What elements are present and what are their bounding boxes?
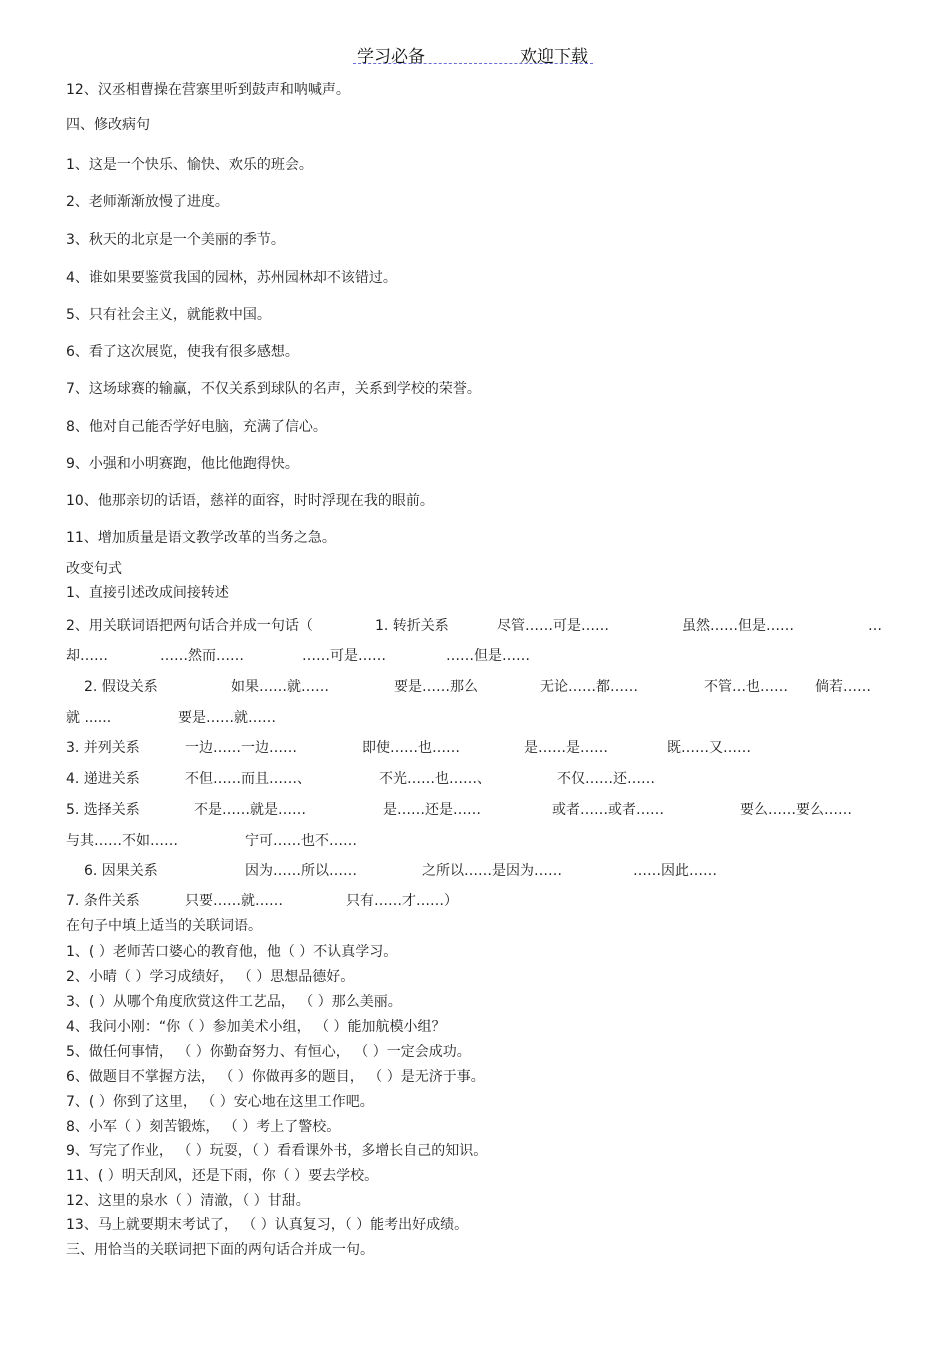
relation-label: 3. 并列关系 [66,740,140,756]
revise-item-2: 2、老师渐渐放慢了进度。 [66,194,229,210]
fill-item-4: 4、我问小刚：“你（ ）参加美术小组， （ ）能加航模小组？ [66,1019,446,1035]
fill-item-2: 2、小晴（ ）学习成绩好， （ ）思想品德好。 [66,969,355,985]
relation-label: 6. 因果关系 [84,863,158,879]
conjunction-pair: ……可是…… [302,648,386,664]
revise-item-9: 9、小强和小明赛跑，他比他跑得快。 [66,456,299,472]
conjunction-pair: ……但是…… [446,648,530,664]
change-item-1: 1、直接引述改成间接转述 [66,585,229,601]
revise-item-1: 1、这是一个快乐、愉快、欢乐的班会。 [66,157,313,173]
header-left-text: 学习必备 [357,47,425,67]
conjunction-row-dijin [0,770,950,788]
revise-item-11: 11、增加质量是语文教学改革的当务之急。 [66,530,336,546]
conjunction-pair: … [868,618,882,634]
conjunction-pair: 不但……而且……、 [185,771,311,787]
conjunction-pair: 要么……要么…… [740,802,852,818]
revise-item-6: 6、看了这次展览，使我有很多感想。 [66,344,299,360]
conjunction-pair: 不光……也……、 [379,771,491,787]
fill-item-11: 11、( ）明天刮风，还是下雨，你（ ）要去学校。 [66,1168,379,1184]
fill-item-9: 9、写完了作业， （ ）玩耍，（ ）看看课外书，多增长自己的知识。 [66,1143,488,1159]
fill-item-3: 3、( ）从哪个角度欣赏这件工艺品， （ ）那么美丽。 [66,994,402,1010]
relation-label: 5. 选择关系 [66,802,140,818]
conjunction-row-tiaojian [0,892,950,910]
relation-label: 2. 假设关系 [84,679,158,695]
conjunction-pair: 或者……或者…… [552,802,664,818]
conjunction-pair: 不管…也…… [704,679,788,695]
conjunction-pair: 无论……都…… [540,679,638,695]
conjunction-row-xuanze-cont [0,832,950,850]
revise-item-10: 10、他那亲切的话语，慈祥的面容，时时浮现在我的眼前。 [66,493,434,509]
question-12: 12、汉丞相曹操在营寨里听到鼓声和呐喊声。 [66,82,350,98]
conjunction-pair: 既……又…… [667,740,751,756]
fill-item-8: 8、小军（ ）刻苦锻炼， （ ）考上了警校。 [66,1119,341,1135]
conjunction-row-zhuanzhe-cont [0,647,950,665]
conjunction-row-jiashe-cont [0,709,950,727]
conjunction-pair: 是……是…… [524,740,608,756]
revise-item-3: 3、秋天的北京是一个美丽的季节。 [66,232,285,248]
revise-item-4: 4、谁如果要鉴赏我国的园林，苏州园林却不该错过。 [66,270,397,286]
fill-item-7: 7、( ）你到了这里， （ ）安心地在这里工作吧。 [66,1094,374,1110]
revise-item-8: 8、他对自己能否学好电脑，充满了信心。 [66,419,327,435]
conjunction-row-zhuanzhe [0,617,950,635]
conjunction-row-binglie [0,739,950,757]
conjunction-row-jiashe [0,678,950,696]
conjunction-pair: 尽管……可是…… [497,618,609,634]
revise-item-7: 7、这场球赛的输赢，不仅关系到球队的名声，关系到学校的荣誉。 [66,381,481,397]
page-header [0,40,950,70]
conjunction-row-xuanze [0,801,950,819]
fill-item-1: 1、( ）老师苦口婆心的教育他，他（ ）不认真学习。 [66,944,398,960]
section-title-combine-sentences: 三、用恰当的关联词把下面的两句话合并成一句。 [66,1242,374,1258]
conjunction-pair: ……然而…… [160,648,244,664]
conjunction-pair: 只要……就…… [185,893,283,909]
conjunction-pair: ……因此…… [633,863,717,879]
conjunction-pair: 就 ...... [66,710,112,726]
conjunction-pair: 因为……所以…… [245,863,357,879]
relation-label: 1. 转折关系 [375,618,449,634]
fill-item-5: 5、做任何事情， （ ）你勤奋努力、有恒心， （ ）一定会成功。 [66,1044,471,1060]
fill-item-13: 13、马上就要期末考试了， （ ）认真复习，（ ）能考出好成绩。 [66,1217,469,1233]
section-title-fill-conjunctions: 在句子中填上适当的关联词语。 [66,918,262,934]
conjunction-pair: 虽然……但是…… [682,618,794,634]
conjunction-pair: 一边……一边…… [185,740,297,756]
conjunction-pair: 不是……就是…… [194,802,306,818]
conjunction-pair: 只有……才……） [346,893,458,909]
header-underline [353,63,593,64]
conjunction-pair: 之所以……是因为…… [422,863,562,879]
conjunction-pair: 宁可……也不…… [245,833,357,849]
section-title-change-sentences: 改变句式 [66,561,122,577]
revise-item-5: 5、只有社会主义，就能救中国。 [66,307,271,323]
fill-item-12: 12、这里的泉水（ ）清澈，（ ）甘甜。 [66,1193,310,1209]
change-item-2: 2、用关联词语把两句话合并成一句话（ [66,618,313,634]
fill-item-6: 6、做题目不掌握方法， （ ）你做再多的题目， （ ）是无济于事。 [66,1069,485,1085]
conjunction-pair: 是……还是…… [383,802,481,818]
relation-label: 7. 条件关系 [66,893,140,909]
conjunction-pair: 要是……那么 [394,679,478,695]
conjunction-pair: 即使……也…… [362,740,460,756]
conjunction-pair: 却…… [66,648,108,664]
header-right-text: 欢迎下载 [520,47,588,67]
conjunction-pair: 与其……不如…… [66,833,178,849]
conjunction-pair: 不仅……还…… [557,771,655,787]
conjunction-pair: 倘若…… [815,679,871,695]
section-title-revise-sentences: 四、修改病句 [66,117,150,133]
conjunction-pair: 要是……就…… [178,710,276,726]
conjunction-pair: 如果……就…… [231,679,329,695]
relation-label: 4. 递进关系 [66,771,140,787]
conjunction-row-yinguo [0,862,950,880]
